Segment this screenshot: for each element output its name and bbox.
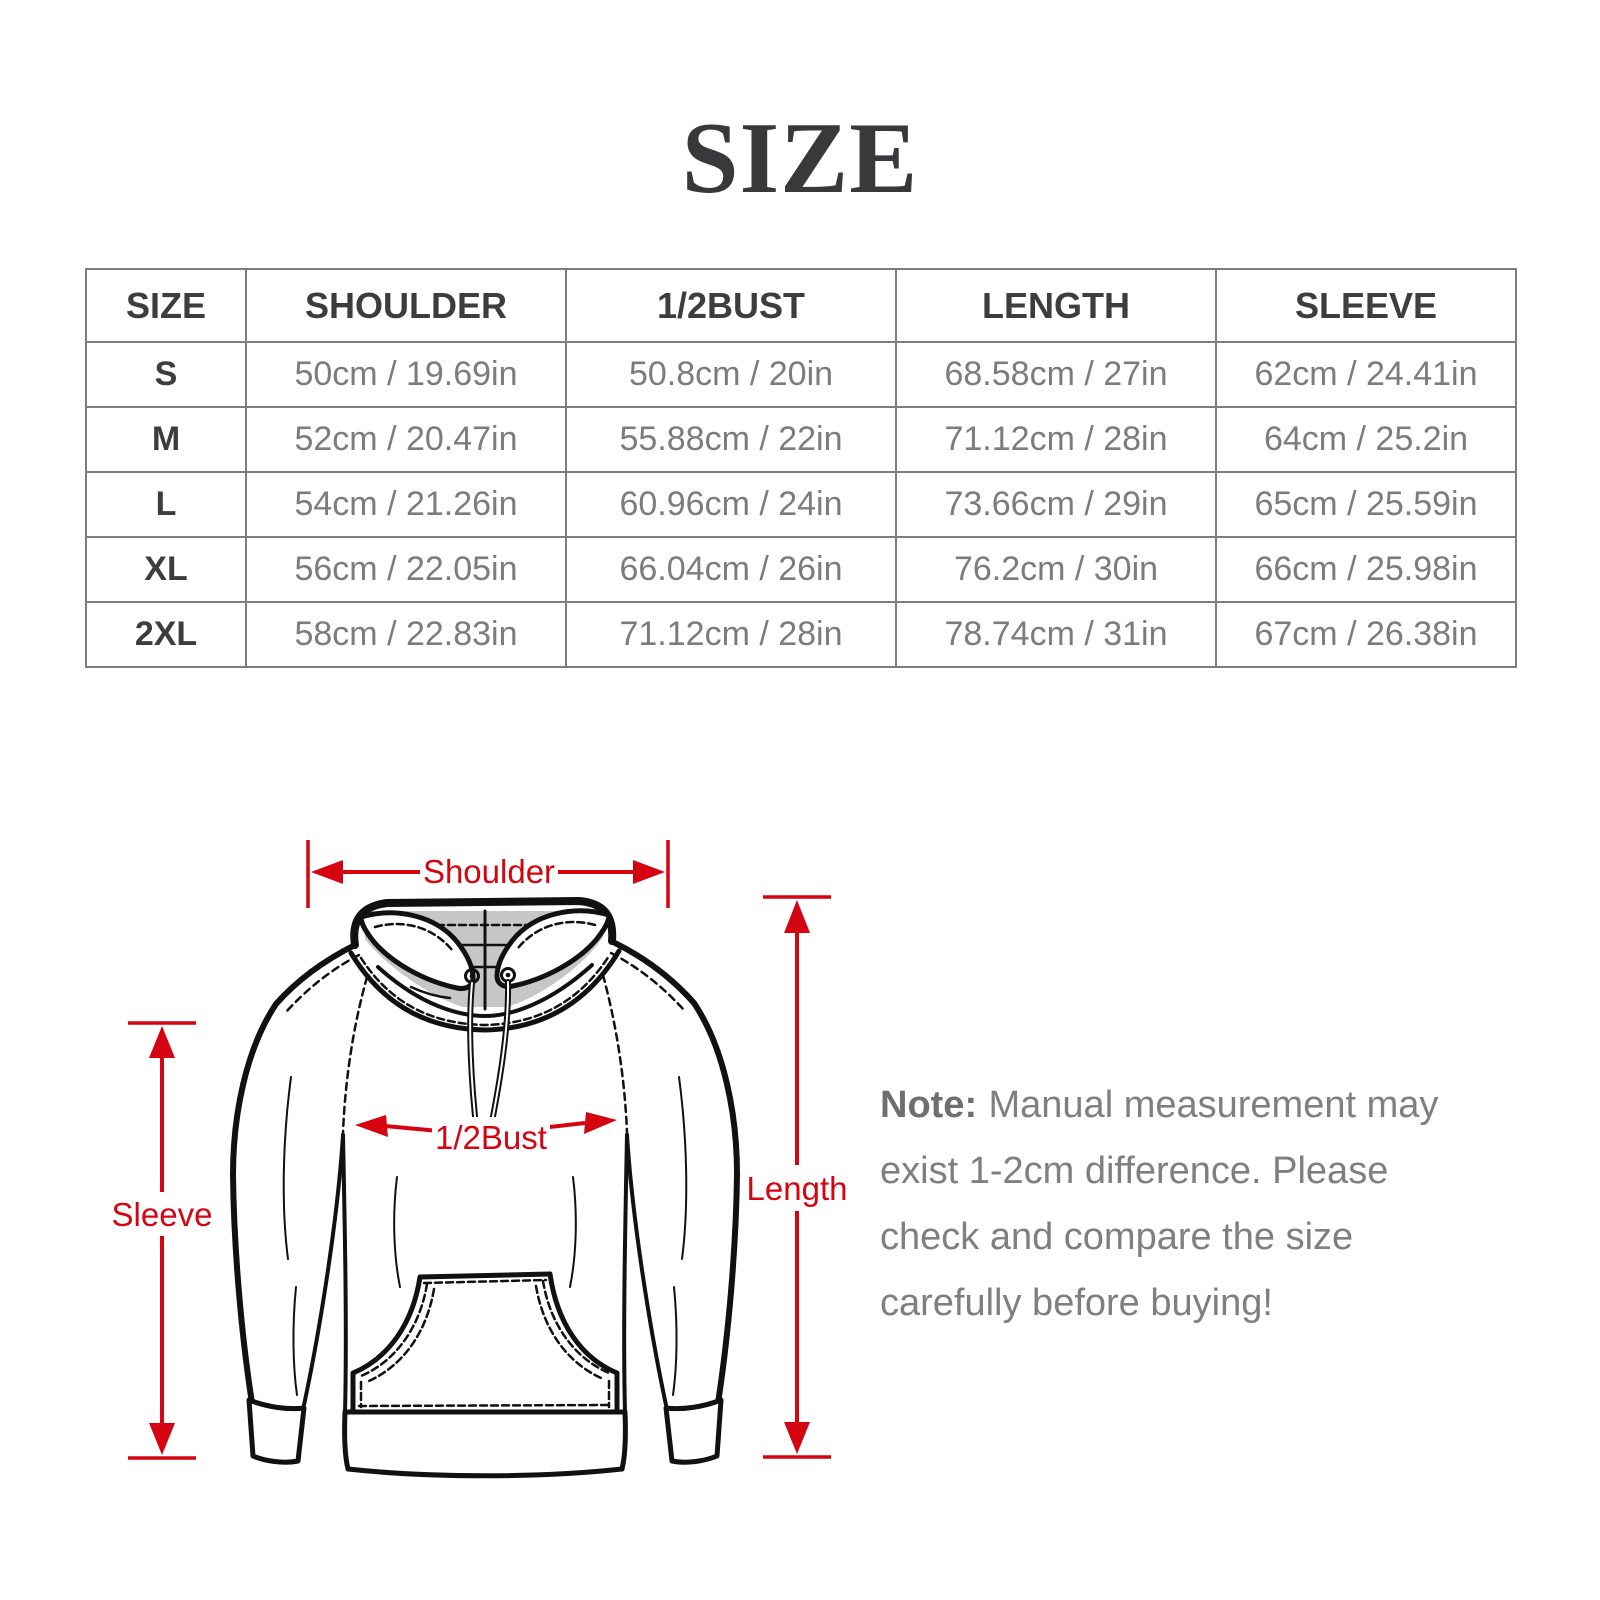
shoulder-value: 50cm / 19.69in <box>246 342 566 407</box>
length-value: 71.12cm / 28in <box>896 407 1216 472</box>
table-row-xl <box>86 537 1516 602</box>
left-raglan-seam <box>343 977 367 1133</box>
bust-value: 66.04cm / 26in <box>566 537 896 602</box>
length-value: 68.58cm / 27in <box>896 342 1216 407</box>
hem-band <box>345 1412 626 1476</box>
col-header-bust: 1/2BUST <box>566 269 896 342</box>
col-header-length: LENGTH <box>896 269 1216 342</box>
sleeve-value: 64cm / 25.2in <box>1216 407 1516 472</box>
length-value: 76.2cm / 30in <box>896 537 1216 602</box>
col-header-size: SIZE <box>86 269 246 342</box>
measurement-note <box>880 1072 1495 1336</box>
length-arrow-label: Length <box>746 1170 848 1207</box>
table-row-l <box>86 472 1516 537</box>
size-table <box>85 268 1517 668</box>
table-row-s <box>86 342 1516 407</box>
shoulder-value: 52cm / 20.47in <box>246 407 566 472</box>
bust-arrow-label: 1/2Bust <box>435 1119 547 1156</box>
shoulder-value: 54cm / 21.26in <box>246 472 566 537</box>
left-cuff <box>249 1400 304 1462</box>
sleeve-value: 66cm / 25.98in <box>1216 537 1516 602</box>
left-sleeve-inner <box>304 1135 343 1405</box>
note-label: Note: <box>880 1084 978 1126</box>
col-header-shoulder: SHOULDER <box>246 269 566 342</box>
hoodie-line-art <box>233 901 737 1476</box>
sleeve-value: 67cm / 26.38in <box>1216 602 1516 667</box>
shoulder-value: 58cm / 22.83in <box>246 602 566 667</box>
size-label: M <box>86 407 246 472</box>
length-value: 78.74cm / 31in <box>896 602 1216 667</box>
sleeve-value: 65cm / 25.59in <box>1216 472 1516 537</box>
shoulder-arrow-label: Shoulder <box>422 853 556 890</box>
hoodie-measurement-diagram <box>95 815 865 1525</box>
size-label: S <box>86 342 246 407</box>
right-raglan-seam <box>603 975 627 1133</box>
size-label: XL <box>86 537 246 602</box>
table-row-2xl <box>86 602 1516 667</box>
bust-value: 71.12cm / 28in <box>566 602 896 667</box>
note-text: Manual measurement may exist 1-2cm difference. Please check and compare the size carefully before buying! <box>880 1084 1439 1324</box>
size-table-header-row <box>86 269 1516 342</box>
body-right-edge <box>624 1135 627 1412</box>
sleeve-arrow-label: Sleeve <box>111 1196 213 1233</box>
size-label: L <box>86 472 246 537</box>
table-row-m <box>86 407 1516 472</box>
page-title: SIZE <box>681 102 919 215</box>
bust-value: 60.96cm / 24in <box>566 472 896 537</box>
body-left-edge <box>343 1135 346 1412</box>
right-cuff <box>666 1400 721 1462</box>
size-label: 2XL <box>86 602 246 667</box>
sleeve-arrow <box>128 1023 196 1458</box>
length-value: 73.66cm / 29in <box>896 472 1216 537</box>
right-sleeve-inner <box>627 1135 666 1405</box>
col-header-sleeve: SLEEVE <box>1216 269 1516 342</box>
bust-value: 55.88cm / 22in <box>566 407 896 472</box>
sleeve-value: 62cm / 24.41in <box>1216 342 1516 407</box>
kangaroo-pocket <box>353 1274 617 1412</box>
shoulder-value: 56cm / 22.05in <box>246 537 566 602</box>
bust-value: 50.8cm / 20in <box>566 342 896 407</box>
